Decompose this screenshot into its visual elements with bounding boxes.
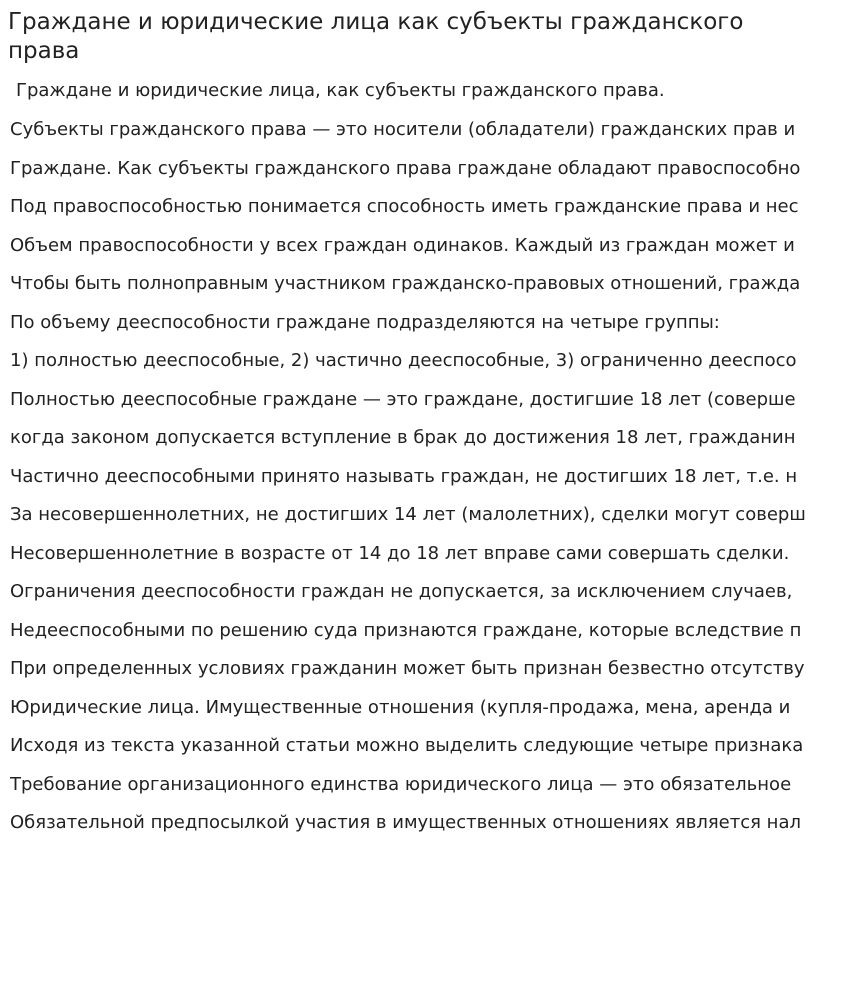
paragraph: 1) полностью дееспособные, 2) частично дееспособные, 3) ограниченно дееспосо — [10, 350, 797, 371]
paragraph: Полностью дееспособные граждане — это граждане, достигшие 18 лет (соверше — [10, 388, 796, 410]
paragraph: Объем правоспособности у всех граждан одинаков. Каждый из граждан может и — [10, 234, 795, 256]
paragraph: Недееспособными по решению суда признаются граждане, которые вследствие п — [10, 619, 802, 641]
lead-paragraph: Граждане и юридические лица, как субъекты гражданского права. — [16, 80, 665, 101]
paragraph: Требование организационного единства юридического лица — это обязательное — [10, 773, 792, 795]
paragraph: Ограничения дееспособности граждан не допускается, за исключением случаев, — [10, 581, 793, 602]
page-title: Граждане и юридические лица как субъекты гражданского права — [8, 9, 744, 64]
paragraph: Граждане. Как субъекты гражданского права граждане обладают правоспособно — [10, 157, 801, 179]
paragraph: Юридические лица. Имущественные отношения (купля-продажа, мена, аренда и — [10, 696, 791, 718]
paragraph: Несовершеннолетние в возрасте от 14 до 18 лет вправе сами совершать сделки. — [10, 542, 790, 564]
paragraph: За несовершеннолетних, не достигших 14 лет (малолетних), сделки могут соверш — [10, 504, 806, 525]
article-body — [10, 119, 839, 851]
paragraph: Под правоспособностью понимается способность иметь гражданские права и нес — [10, 196, 799, 217]
paragraph: При определенных условиях гражданин может быть признан безвестно отсутству — [10, 658, 805, 679]
paragraph: Обязательной предпосылкой участия в имущественных отношениях является нал — [10, 812, 801, 833]
paragraph: Частично дееспособными принято называть граждан, не достигших 18 лет, т.е. н — [10, 465, 798, 487]
paragraph: Чтобы быть полноправным участником гражданско-правовых отношений, гражда — [10, 273, 801, 294]
paragraph: Субъекты гражданского права — это носители (обладатели) гражданских прав и — [10, 119, 796, 140]
paragraph: когда законом допускается вступление в брак до достижения 18 лет, гражданин — [10, 427, 796, 448]
paragraph: По объему дееспособности граждане подразделяются на четыре группы: — [10, 311, 720, 333]
paragraph: Исходя из текста указанной статьи можно выделить следующие четыре признака — [10, 735, 804, 756]
